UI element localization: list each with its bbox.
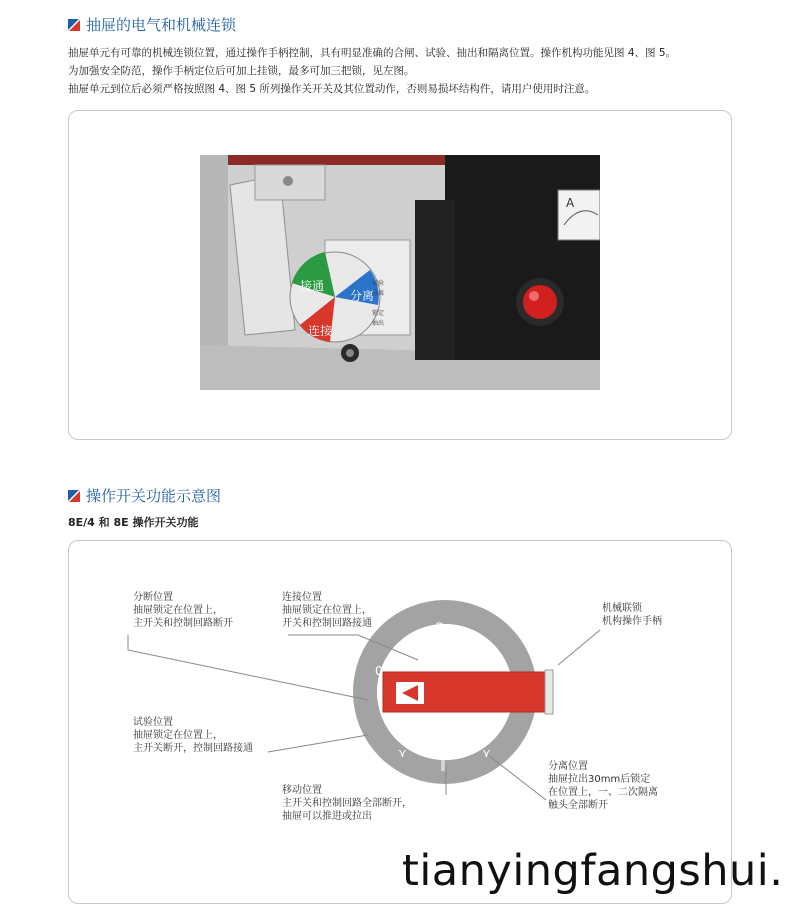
callout-connect: 连接位置 抽屉锁定在位置上， 开关和控制回路接通	[282, 592, 372, 629]
section-marker-icon	[68, 19, 80, 31]
callout-handle: 机械联锁 机构操作手柄	[602, 603, 662, 627]
switch-label-1: 试验	[372, 280, 385, 287]
dial-label-link: 连接	[308, 324, 333, 338]
section2-title: 操作开关功能示意图	[68, 485, 221, 506]
paragraph-2: 为加强安全防范，操作手柄定位后可加上挂锁，最多可加三把锁，见左图。	[68, 65, 415, 77]
callout-move: 移动位置 主开关和控制回路全部断开， 抽屉可以推进或拉出	[282, 785, 412, 822]
mark-arrow-icon: ↶	[432, 619, 446, 636]
section-marker-icon	[68, 490, 80, 502]
mark-line-icon: |	[448, 626, 452, 639]
watermark: tianyingfangshui.	[402, 846, 784, 896]
callout-test: 试验位置 抽屉锁定在位置上， 主开关断开，控制回路接通	[133, 717, 253, 754]
paragraph-3: 抽屉单元到位后必须严格按照图 4、图 5 所列操作关开关及其位置动作，否则易损坏结构件，请用户使用时注意。	[68, 83, 596, 95]
switch-label-3: 锁定	[372, 310, 385, 317]
leader-disconnect	[128, 635, 368, 700]
leader-test	[268, 735, 368, 752]
dial-label-separate: 分离	[350, 289, 375, 303]
mark-stop-icon: ‖	[440, 757, 446, 771]
leader-handle	[558, 630, 600, 665]
mark-fork-left-icon: ⋎	[398, 746, 407, 760]
diagram-subtitle: 8E/4 和 8E 操作开关功能	[68, 516, 199, 529]
paragraph-1: 抽屉单元有可靠的机械连锁位置，通过操作手柄控制，具有明显准确的合闸、试验、抽出和隔离位置。操作机构功能见图 4、图 5。	[68, 47, 677, 59]
mark-zero-icon: 0	[375, 664, 383, 678]
leader-separate	[488, 755, 546, 800]
meter-label: A	[566, 196, 575, 210]
switch-label-4: 抽出	[372, 320, 385, 327]
switch-label-2: 分离	[372, 290, 385, 297]
section1-title: 抽屉的电气和机械连锁	[68, 14, 236, 35]
callout-separate: 分离位置 抽屉拉出30mm后锁定 在位置上，一、二次隔离 触头全部断开	[548, 761, 658, 811]
mark-fork-right-icon: ⋎	[482, 746, 491, 760]
dial-label-connect: 接通	[300, 279, 325, 293]
callout-disconnect: 分断位置 抽屉锁定在位置上， 主开关和控制回路断开	[133, 592, 233, 629]
drawer-photo	[200, 155, 600, 390]
